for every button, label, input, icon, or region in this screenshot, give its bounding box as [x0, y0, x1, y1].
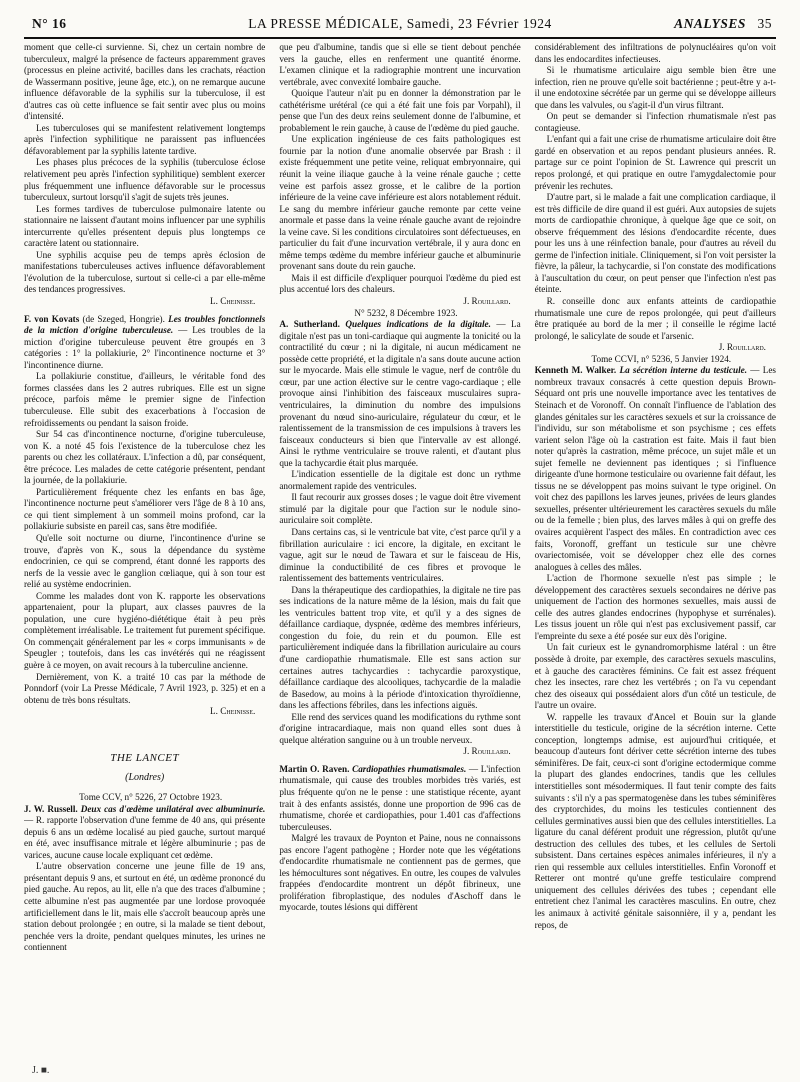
article-title: Deux cas d'œdème unilatéral avec albuminurie. [80, 803, 266, 814]
columns [24, 42, 776, 1068]
article-author: J. W. Russell. [24, 803, 78, 814]
article-heading [535, 365, 776, 573]
paragraph: — R. rapporte l'observation d'une femme de 40 ans, qui présente depuis 6 ans un œdème localisé au pied gauche, surtout marqué en été, avec insuffisance mitrale et légère albuminurie ; pas de varices, aucune cause locale expliquant cet œdème. [24, 815, 266, 860]
paragraph: — Les troubles de la miction d'origine tuberculeuse peuvent être groupés en 3 catégories : 1° la pollakiurie, 2° l'incontinence nocturne et 3° l'incontinence diurne. [24, 325, 266, 370]
paragraph: W. rappelle les travaux d'Ancel et Bouin sur la glande interstitielle du testicule, origine de la sécrétion interne. Cette conception, longtemps admise, est aujourd'hui critiquée, et beaucoup d'auteurs font dériver cette sécrétion interne des tubes séminifères. De fait, ceux-ci sont d'origine ectodermique comme la plupart des glandes endocrines, tandis que les cellules interstitielles sont mésodermiques. Il faut tenir compte des faits suivants : s'il n'y a pas spermatogenèse dans les tubes séminifères des cryptorchides, du moins les testicules contiennent des cellules germinatives aussi bien que des cellules interstitielles. La ligature du canal déférent produit une régression, plutôt qu'une destruction des cellules des tubes, et les cellules de Sertoli subsistent. Dans certaines espèces animales inférieures, il n'y a rien qui ressemble aux cellules interstitielles. Enfin Voronoff et Retterer ont montré qu'une greffe testiculaire comprend uniquement des cellules dérivées des tubes ; cependant elle entretient chez l'animal les caractères masculins. En outre, chez les animaux à activité génitale saisonnière, il y a, pendant les repos, de [534, 711, 776, 930]
article-author: A. Sutherland. [279, 319, 340, 330]
article-title: La sécrétion interne du testicule. [619, 365, 748, 376]
paragraph: Un fait curieux est le gynandromorphisme latéral : un être possède à droite, par exemple, des caractères sexuels masculins, et à gauche des caractères féminins. Ce fait est assez fréquent chez les insectes, rare chez les vertébrés ; on l'a vu cependant chez des oiseaux qui possédaient alors d'un côté un testicule, de l'autre un ovaire. [534, 642, 776, 711]
paragraph: moment que celle-ci survienne. Si, chez un certain nombre de tuberculeux, malgré la présence de facteurs apparemment graves (processus en pleine activité, bacilles dans les crachats, réaction de Wassermann positive, jeune âge, etc.), on ne remarque aucune influence défavorable de la syphilis sur la tuberculose, il est d'autres cas où cette influence se fait sentir avec plus ou moins d'intensité. [24, 42, 266, 122]
paragraph: que peu d'albumine, tandis que si elle se tient debout penchée vers la gauche, elles en renferment une quantité énorme. L'examen clinique et la radiographie montrent une incurvation vertébrale, avec convexité lombaire gauche. [279, 42, 521, 87]
signature: J. Rouillard. [463, 746, 511, 757]
page-header [24, 16, 776, 36]
paragraph: Qu'elle soit nocturne ou diurne, l'incontinence d'urine se trouve, d'après von K., sous la dépendance du système endocrinien, ce qui se comprend, étant donné les rapports des nerfs de la vessie avec le ganglion cœliaque, qui à son tour est relié au système endocrinien. [24, 532, 266, 590]
paragraph: Une syphilis acquise peu de temps après éclosion de manifestations tuberculeuses actives influence défavorablement l'évolution de la tuberculose, surtout si celle-ci a par elle-même des tendances progressives. [24, 249, 266, 295]
paragraph: Malgré les travaux de Poynton et Paine, nous ne connaissons pas encore l'agent pathogène ; Horder note que les végétations d'endocardite rhumatismale ne contiennent pas de germes, que les hémocultures sont négatives. En outre, les coupes de valvules frappées d'endocardite montrent un dépôt fibrineux, une prolifération fibroplastique, des nodules d'Aschoff dans le myocarde, toutes lésions qui diffèrent [279, 833, 521, 913]
journal-name: THE LANCET [110, 751, 180, 764]
page-number: 35 [757, 16, 772, 31]
paragraph: Quoique l'auteur n'ait pu en donner la démonstration par le cathétérisme urétéral (ce qui a été fait une fois par Vorpahl), il pense que l'un des deux reins seulement donne de l'albumine, et probablement le rein gauche, à cause de l'œdème du pied gauche. [279, 88, 521, 133]
article-title: Cardiopathies rhumatismales. [352, 763, 467, 774]
section-and-page [674, 16, 772, 32]
paragraph: La pollakiurie constitue, d'ailleurs, le véritable fond des formes classées dans les 2 autres rubriques. Elle est un signe précoce, parfois même le premier signe de l'infection tuberculeuse. Elle subit des exacerbations à l'occasion de refroidissements ou pendant la saison froide. [24, 371, 266, 428]
header-rule [24, 37, 776, 39]
paragraph: L'action de l'hormone sexuelle n'est pas simple ; le développement des caractères sexuels secondaires ne dérive pas uniquement de l'action des hormones sexuelles, mais aussi de celle des autres glandes endocrines (hypophyse et surrénales). Les tissus jouent un rôle qui n'est pas exclusivement passif, car l'empreinte du sexe a été posée sur eux dès l'origine. [534, 573, 776, 641]
paragraph: L'autre observation concerne une jeune fille de 19 ans, présentant depuis 9 ans, et surtout en été, un œdème prononcé du pied gauche. Au repos, au lit, elle n'a que des traces d'albumine ; cette albumine n'est pas augmentée par une lordose provoquée artificiellement dans le lit, mais elle s'accroît beaucoup après une station debout prolongée ; en outre, si la malade se tient debout, penchée vers la droite, pendant quelques minutes, les urines ne contiennent [24, 861, 266, 953]
paragraph: R. conseille donc aux enfants atteints de cardiopathie rhumatismale une cure de repos prolongée, qui peut d'ailleurs être pratiquée au bord de la mer ; il conseille le régime lacté prolongé, le salicylate de soude et l'arsenic. [534, 296, 776, 341]
journal-city: (Londres) [125, 771, 165, 783]
paragraph: Si le rhumatisme articulaire aigu semble bien être une infection, rien ne prouve qu'elle soit bactérienne ; peut-être y a-t-il une endotoxine sécrétée par un germe qui se développe ailleurs que dans les valvules, ou s'agit-il d'un virus filtrant. [534, 65, 776, 110]
column-3 [535, 42, 776, 1068]
paragraph: — La digitale n'est pas un toni-cardiaque qui augmente la tonicité ou la contractilité du cœur ; ni la digitale, ni aucun médicament ne possède cette propriété, et la digitale n'a sans doute aucune action sur le myocarde. Mais elle stimule le vague, nerf de contrôle du cœur, par une action élective sur le centre vago-cardiaque ; elle provoque ainsi l'inhibition des faisceaux musculaires supra-ventriculaires, la diminution du nombre des impulsions provenant du nœud sino-auriculaire, régulateur du cœur, et le ralentissement de la transmission de ces impulsions à travers les faisceaux conducteurs si bien que l'intervalle av est allongé. Ainsi le rythme ventriculaire se trouve ralenti, et d'autant plus que la tachycardie était plus marquée. [279, 319, 521, 468]
issue-line: Tome CCVI, n° 5236, 5 Janvier 1924. [591, 353, 732, 364]
paragraph: Mais il est difficile d'expliquer pourquoi l'œdème du pied est plus accentué lors des chaleurs. [279, 272, 521, 295]
article-heading [279, 319, 520, 469]
signature: L. Cheinisse. [210, 296, 256, 307]
article-author: F. von Kovats [24, 313, 80, 324]
article-heading [24, 314, 265, 372]
paragraph: Les phases plus précoces de la syphilis (tuberculose éclose relativement peu après l'infection syphilitique) semblent exercer plus fréquemment une influence défavorable sur le processus tuberculeux, surtout lorsqu'il s'agit de sujets très jeunes. [24, 157, 266, 203]
paragraph: Particulièrement fréquente chez les enfants en bas âge, l'incontinence nocturne peut s'améliorer vers l'âge de 8 à 10 ans, ce qui tient simplement à un sommeil moins profond, car la pollakiurie subsiste en pareil cas, sans être modifiée. [24, 486, 266, 532]
paragraph: Dans la thérapeutique des cardiopathies, la digitale ne tire pas ses indications de la nature même de la lésion, mais du fait que les ventricules battent trop vite, et qu'il y a des signes de défaillance cardiaque, dyspnée, œdème des membres inférieurs, congestion du foie, du rein et du poumon. Elle est particulièrement indiquée dans la fibrillation auriculaire au cours d'une cardiopathie rhumatismale. Elle est sans action sur certaines autres tachycardies : tachycardie paroxystique, défaillance cardiaque des alcooliques, tachycardie de la maladie de Basedow, au moins à la période d'intoxication thyroïdienne, dans les affections fébriles, dans les infections aiguës. [279, 584, 521, 711]
paragraph: L'indication essentielle de la digitale est donc un rythme anormalement rapide des ventricules. [279, 469, 521, 491]
issue-line: N° 5232, 8 Décembre 1923. [354, 307, 458, 318]
paragraph: considérablement des infiltrations de polynucléaires qu'on voit dans les endocardites infectieuses. [534, 42, 776, 64]
article-author: Kenneth M. Walker. [534, 365, 617, 376]
article-heading [24, 804, 265, 862]
issue-number: N° 16 [32, 16, 67, 31]
issue-line: Tome CCV, n° 5226, 27 Octobre 1923. [79, 792, 223, 803]
journal-title: LA PRESSE MÉDICALE, Samedi, 23 Février 1924 [248, 16, 552, 31]
column-2 [279, 42, 520, 1068]
paragraph: Il faut recourir aux grosses doses ; le vague doit être vivement stimulé par la digitale pour que l'action sur le nodule sino-auriculaire soit complète. [279, 492, 521, 526]
paragraph: D'autre part, si le malade a fait une complication cardiaque, il est très difficile de dire quand il est guéri. Aux autopsies de sujets morts de cardiopathie chronique, à quelque âge que ce soit, on observe fréquemment des lésions d'endocardite récente, dues pour les uns à une réinfection banale, pour d'autres au réveil du germe de l'infection initiale. Cliniquement, si l'on voit persister la fièvre, la pâleur, la tachycardie, si l'on constate des modifications à l'auscultation du cœur, on peut penser que l'infection n'est pas éteinte. [534, 192, 776, 295]
paragraph: Les tuberculoses qui se manifestent relativement longtemps après l'infection syphilitique ne paraissent pas influencées défavorablement par la syphilis latente tardive. [24, 122, 266, 156]
paragraph: — L'infection rhumatismale, qui cause des troubles morbides très variés, est plus fréquente qu'on ne le pense : une statistique récente, ayant trait à des enfants assistés, donne une proportion de 996 cas de rhumatisme, chorée et cardiopathies, pour 1.401 cas d'affections tuberculeuses. [279, 763, 521, 832]
article-title: Les troubles fonctionnels de la miction d'origine tuberculeuse. [24, 313, 266, 336]
article-author: Martin O. Raven. [279, 763, 350, 774]
footer-mark: J. ■. [32, 1065, 50, 1076]
paragraph: Dans certains cas, si le ventricule bat vite, c'est parce qu'il y a fibrillation auriculaire : ici encore, la digitale, en excitant le vague, agit sur le nœud de Tawara et sur le faisceau de His, diminue la conductibilité de ces fibres et provoque le ralentissement des battements ventriculaires. [279, 526, 521, 584]
paragraph: On peut se demander si l'infection rhumatismale n'est pas contagieuse. [534, 111, 776, 133]
signature: J. Rouillard. [718, 342, 766, 353]
signature: L. Cheinisse. [210, 706, 256, 717]
paragraph: Une explication ingénieuse de ces faits pathologiques est fournie par la notion d'une anomalie observée par Brash : il existe fréquemment une petite veine, reliquat embryonnaire, qui réunit la veine iliaque gauche à la veine rénale gauche ; cette veine est parfois assez grosse, et le calibre de la portion inférieure de la veine cave inférieure est alors notablement réduit. Le sang du membre inférieur gauche remonte par cette veine anormale et passe dans la veine rénale gauche avant de rejoindre la veine cave. Si les conditions circulatoires sont défectueuses, en particulier du fait d'une incurvation vertébrale, il y aura donc en même temps œdème du membre inférieur gauche et albuminurie provenant sans doute du rein gauche. [279, 134, 521, 272]
section-name: ANALYSES [674, 16, 746, 31]
paragraph: — Les nombreux travaux consacrés à cette question depuis Brown-Séquard ont pris une nouvelle importance avec les tentatives de Steinach et de Voronoff. On connaît l'influence de l'ablation des glandes génitales sur les caractères sexuels et sur la croissance de l'individu, sur son métabolisme et son psychisme ; ces effets varient selon l'âge où la castration est faite. Mais il faut bien noter qu'après la castration, même précoce, un sujet mâle et un sujet femelle ne deviennent pas identiques ; si l'influence dirigeante d'une hormone testiculaire ou ovarienne fait défaut, les tissus ne se développent pas moins suivant le type originel. On voit chez des papillons les larves jeunes, privées de leurs glandes sexuelles, présenter ultérieurement les caractères sexuels du mâle ou de la femelle ; bien plus, des larves mâles à qui on greffe des ovaires acquièrent l'aspect des mâles. En contradiction avec ces faits, Voronoff, greffant un testicule sur une chèvre ovariectomisée, voit se développer chez elle des cornes analogues à celles des mâles. [534, 365, 776, 572]
author-affiliation: (de Szeged, Hongrie). [82, 313, 165, 324]
paragraph: L'enfant qui a fait une crise de rhumatisme articulaire doit être gardé en observation et au repos pendant plusieurs années. R. partage sur ce point l'opinion de St. Lawrence qui prescrit un repos prolongé, et qui pratique en outre l'amygdalectomie pour prévenir les rechutes. [534, 134, 776, 191]
paragraph: Les formes tardives de tuberculose pulmonaire latente ou stationnaire ne laissent d'autant moins influencer par une syphilis intercurrente qu'elles présentent depuis plus longtemps ce caractère latent ou stationnaire. [24, 203, 266, 249]
paragraph: Elle rend des services quand les modifications du rythme sont d'origine intracardiaque, mais non quand elles sont dues à quelque altération sanguine ou à un trouble nerveux. [279, 711, 521, 745]
paragraph: Sur 54 cas d'incontinence nocturne, d'origine tuberculeuse, von K. a noté 45 fois l'existence de la tuberculose chez les parents ou chez les collatéraux. L'infection a dû, par conséquent, être précoce. Les malades de cette catégorie présentent, pendant la journée, de la pollakiurie. [24, 429, 266, 486]
article-title: Quelques indications de la digitale. [345, 319, 491, 330]
column-1 [24, 42, 265, 1068]
article-heading [279, 764, 520, 833]
signature: J. Rouillard. [463, 296, 511, 307]
paragraph: Dernièrement, von K. a traité 10 cas par la méthode de Ponndorf (voir La Presse Médicale, 7 Avril 1923, p. 325) et en a obtenu de très bons résultats. [24, 671, 266, 705]
paragraph: Comme les malades dont von K. rapporte les observations appartenaient, pour la plupart, aux classes pauvres de la population, une cure hygiéno-diététique était à peu près complètement irréalisable. Le traitement fut purement spécifique. On commençait généralement par les « corps immunisants » de Speugler ; toutefois, dans les cas invétérés qui ne réagissent guère à ce moyen, on avait recours à la tuberculine ancienne. [24, 590, 266, 670]
